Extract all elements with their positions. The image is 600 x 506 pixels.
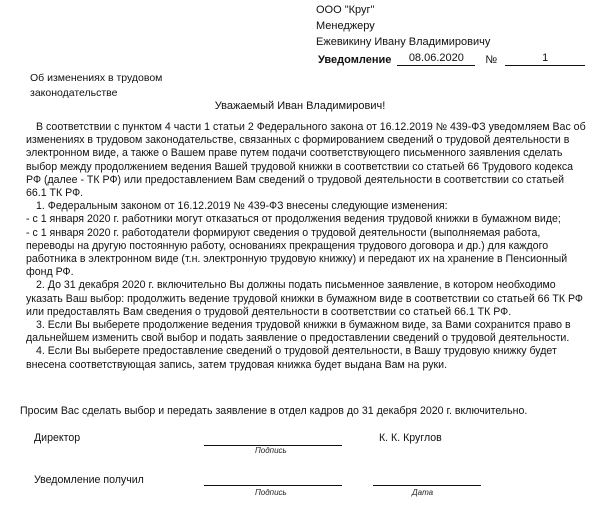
paragraph-intro: В соответствии с пунктом 4 части 1 статьи 2 Федерального закона от 16.12.2019 № 439-ФЗ уведомляем Вас об изменениях в трудовом законодательстве, связанных с формированием сведений о трудовой деятельности в электронном виде, а также о Вашем праве путем подачи соответствующего письменного заявления сделать выбор между продолжением ведения Вашей трудовой книжки в соответствии со статьей 66 Трудового кодекса РФ (далее - ТК РФ) или предоставлением Вам сведений о трудовой деятельности в соответствии со статьей 66.1 ТК РФ.	[26, 121, 586, 200]
subject: Об изменениях в трудовом законодательстве	[30, 72, 163, 99]
receipt-date-line	[373, 484, 481, 486]
receipt-signature-caption: Подпись	[255, 488, 287, 497]
recipient-name: Ежевикину Ивану Владимировичу	[316, 36, 491, 48]
director-signature-caption: Подпись	[255, 446, 287, 455]
receipt-signature-line	[204, 484, 342, 486]
receipt-date-caption: Дата	[412, 488, 434, 497]
recipient-company: ООО "Круг"	[316, 4, 375, 16]
notice-number-label: №	[485, 54, 498, 66]
paragraph-item-1: 1. Федеральным законом от 16.12.2019 № 439-ФЗ внесены следующие изменения:	[36, 200, 448, 213]
closing-request: Просим Вас сделать выбор и передать заявление в отдел кадров до 31 декабря 2020 г. включительно.	[20, 405, 528, 417]
letter-body	[26, 121, 586, 372]
paragraph-dash-1: - с 1 января 2020 г. работники могут отказаться от продолжения ведения трудовой книжки в бумажном виде;	[26, 213, 561, 226]
director-title: Директор	[34, 432, 81, 444]
paragraph-dash-2: - с 1 января 2020 г. работодатели формируют сведения о трудовой деятельности (выполняемая работа, переводы на другую постоянную работу, основаниях прекращения трудового договора и др.) для каждого работника в электронном виде (т.н. электронную трудовую книжку) и передают их на хранение в Пенсионный фонд РФ.	[26, 226, 568, 279]
greeting: Уважаемый Иван Владимирович!	[214, 100, 386, 112]
paragraph-item-2: 2. До 31 декабря 2020 г. включительно Вы должны подать письменное заявление, в котором необходимо указать Ваш выбор: продолжить ведение трудовой книжки в бумажном виде в соответствии со статьей 66 ТК РФ или предоставлять Вам сведения о трудовой деятельности в соответствии со статьей 66.1 ТК РФ.	[26, 279, 583, 318]
receipt-label: Уведомление получил	[34, 474, 144, 486]
notice-date: 08.06.2020	[397, 52, 475, 66]
notice-label: Уведомление	[318, 54, 392, 66]
director-name: К. К. Круглов	[379, 432, 442, 444]
notice-line	[318, 52, 585, 66]
paragraph-item-3: 3. Если Вы выберете продолжение ведения трудовой книжки в бумажном виде, за Вами сохранится право в дальнейшем изменить свой выбор и подать заявление о предоставлении сведений о трудовой деятельности.	[26, 319, 571, 345]
notice-number: 1	[505, 52, 585, 66]
recipient-position: Менеджеру	[316, 20, 375, 32]
paragraph-item-4: 4. Если Вы выберете предоставление сведений о трудовой деятельности, в Вашу трудовую книжку будет внесена соответствующая запись, затем трудовая книжка будет выдана Вам на руки.	[26, 345, 557, 371]
